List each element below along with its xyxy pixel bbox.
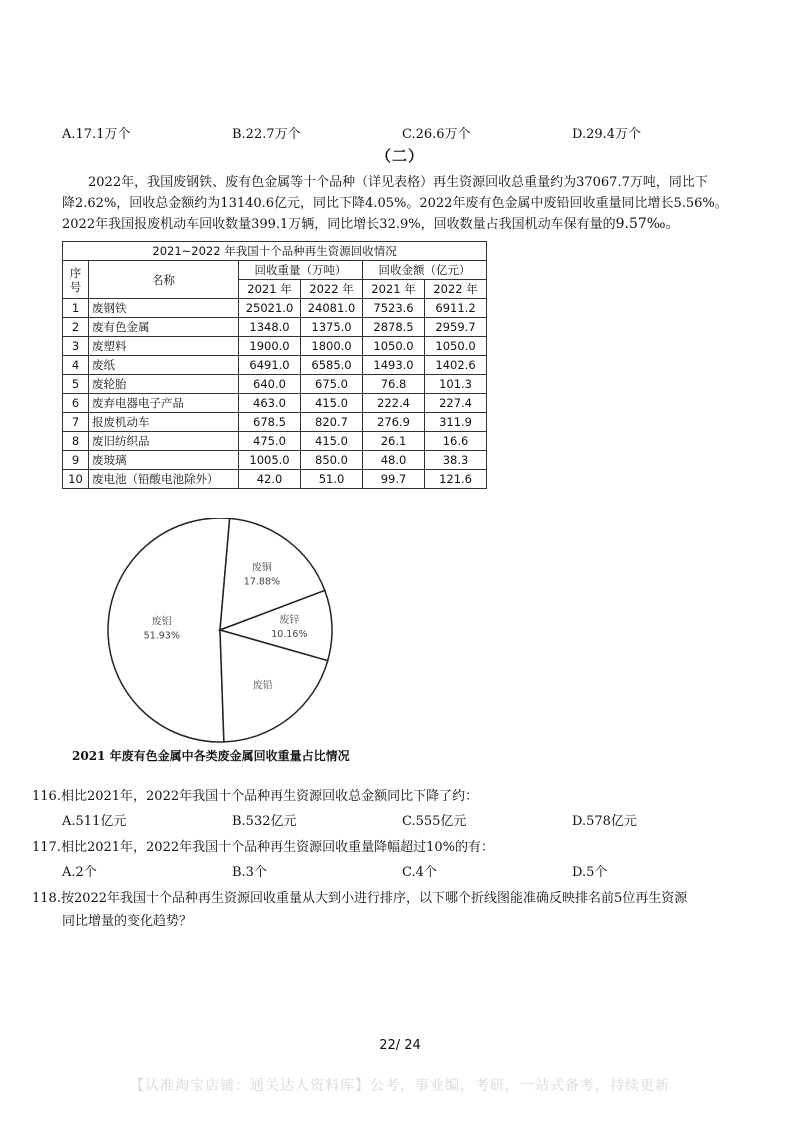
header-weight-2022: 2022 年 xyxy=(301,280,363,299)
table-row xyxy=(63,375,487,394)
row-weight-2022: 675.0 xyxy=(301,375,363,394)
option-a: A.17.1万个 xyxy=(62,127,131,142)
row-amount-2022: 121.6 xyxy=(425,470,487,489)
header-amount-2021: 2021 年 xyxy=(363,280,425,299)
row-weight-2021: 1348.0 xyxy=(239,318,301,337)
pie-chart xyxy=(100,518,340,758)
q116-option-b: B.532亿元 xyxy=(232,814,297,829)
row-weight-2022: 1800.0 xyxy=(301,337,363,356)
row-name: 废旧纺织品 xyxy=(89,432,239,451)
pie-chart-svg xyxy=(100,518,340,758)
table-row xyxy=(63,299,487,318)
row-name: 废玻璃 xyxy=(89,451,239,470)
paragraph-line-3-text: 2022年我国报废机动车回收数量399.1万辆，同比增长32.9%，回收数量占我国机动车保有量的 xyxy=(62,217,616,232)
row-name: 废塑料 xyxy=(89,337,239,356)
row-weight-2022: 51.0 xyxy=(301,470,363,489)
paragraph-line-1: 2022年，我国废钢铁、废有色金属等十个品种（详见表格）再生资源回收总重量约为37067.7万吨，同比下 xyxy=(88,175,708,190)
row-index: 1 xyxy=(63,299,89,318)
row-amount-2022: 38.3 xyxy=(425,451,487,470)
row-amount-2022: 101.3 xyxy=(425,375,487,394)
pie-slice-value: 17.88% xyxy=(243,576,281,588)
row-index: 3 xyxy=(63,337,89,356)
table-row xyxy=(63,451,487,470)
row-index: 9 xyxy=(63,451,89,470)
row-index: 5 xyxy=(63,375,89,394)
row-name: 废弃电器电子产品 xyxy=(89,394,239,413)
question-117-text: 相比2021年，2022年我国十个品种再生资源回收重量降幅超过10%的有： xyxy=(60,840,495,855)
q117-option-c: C.4个 xyxy=(402,865,437,880)
row-index: 6 xyxy=(63,394,89,413)
row-index: 4 xyxy=(63,356,89,375)
row-index: 10 xyxy=(63,470,89,489)
row-weight-2021: 1005.0 xyxy=(239,451,301,470)
row-index: 8 xyxy=(63,432,89,451)
row-weight-2021: 42.0 xyxy=(239,470,301,489)
row-weight-2022: 415.0 xyxy=(301,432,363,451)
question-118-text: 按2022年我国十个品种再生资源回收重量从大到小进行排序，以下哪个折线图能准确反映排名前5位再生资源 xyxy=(60,891,688,906)
permil-value: 9.57‰。 xyxy=(615,216,680,232)
pie-slice-value: 10.16% xyxy=(271,629,308,641)
pie-slice-label: 废铜 xyxy=(251,562,272,574)
row-amount-2022: 2959.7 xyxy=(425,318,487,337)
table-row xyxy=(63,470,487,489)
row-weight-2021: 463.0 xyxy=(239,394,301,413)
q116-option-c: C.555亿元 xyxy=(402,814,467,829)
header-index: 序号 xyxy=(63,261,89,299)
option-c: C.26.6万个 xyxy=(402,127,471,142)
row-name: 废纸 xyxy=(89,356,239,375)
row-amount-2021: 276.9 xyxy=(363,413,425,432)
table-title: 2021~2022 年我国十个品种再生资源回收情况 xyxy=(63,242,487,261)
question-118 xyxy=(32,887,687,906)
header-amount-2022: 2022 年 xyxy=(425,280,487,299)
table-row xyxy=(63,413,487,432)
row-name: 废钢铁 xyxy=(89,299,239,318)
table-row xyxy=(63,318,487,337)
row-weight-2022: 850.0 xyxy=(301,451,363,470)
header-amount: 回收金额（亿元） xyxy=(363,261,487,280)
table-row xyxy=(63,356,487,375)
question-118-number: 118. xyxy=(32,891,61,906)
row-amount-2021: 26.1 xyxy=(363,432,425,451)
row-index: 7 xyxy=(63,413,89,432)
q117-option-d: D.5个 xyxy=(572,865,608,880)
table-row xyxy=(63,432,487,451)
header-name: 名称 xyxy=(89,261,239,299)
row-weight-2022: 1375.0 xyxy=(301,318,363,337)
q117-option-b: B.3个 xyxy=(232,865,267,880)
pie-caption: 2021 年废有色金属中各类废金属回收重量占比情况 xyxy=(72,749,350,763)
recycling-table xyxy=(62,241,487,489)
paragraph-line-3 xyxy=(62,214,752,235)
table-row xyxy=(63,337,487,356)
row-amount-2021: 7523.6 xyxy=(363,299,425,318)
row-amount-2022: 1402.6 xyxy=(425,356,487,375)
page-number: 22/ 24 xyxy=(379,1038,421,1053)
row-amount-2022: 227.4 xyxy=(425,394,487,413)
pie-slice-label: 废锌 xyxy=(279,615,300,627)
row-amount-2022: 311.9 xyxy=(425,413,487,432)
option-b: B.22.7万个 xyxy=(232,127,301,142)
header-weight-2021: 2021 年 xyxy=(239,280,301,299)
row-amount-2022: 1050.0 xyxy=(425,337,487,356)
row-index: 2 xyxy=(63,318,89,337)
q116-option-a: A.511亿元 xyxy=(62,814,127,829)
row-amount-2021: 48.0 xyxy=(363,451,425,470)
question-116 xyxy=(32,785,478,804)
table-row xyxy=(63,394,487,413)
row-name: 废轮胎 xyxy=(89,375,239,394)
row-amount-2022: 6911.2 xyxy=(425,299,487,318)
row-amount-2021: 222.4 xyxy=(363,394,425,413)
question-117 xyxy=(32,836,494,855)
row-name: 报废机动车 xyxy=(89,413,239,432)
row-amount-2021: 1050.0 xyxy=(363,337,425,356)
row-weight-2022: 24081.0 xyxy=(301,299,363,318)
row-weight-2021: 678.5 xyxy=(239,413,301,432)
row-weight-2021: 1900.0 xyxy=(239,337,301,356)
question-116-number: 116. xyxy=(32,789,61,804)
paragraph-line-2: 降2.62%，回收总金额约为13140.6亿元，同比下降4.05%。2022年废有色金属中废铅回收重量同比增长5.56%。 xyxy=(62,196,728,211)
header-weight: 回收重量（万吨） xyxy=(239,261,363,280)
row-name: 废有色金属 xyxy=(89,318,239,337)
row-weight-2021: 640.0 xyxy=(239,375,301,394)
row-amount-2022: 16.6 xyxy=(425,432,487,451)
row-amount-2021: 2878.5 xyxy=(363,318,425,337)
row-weight-2021: 25021.0 xyxy=(239,299,301,318)
footer-watermark: 【认准淘宝店铺：通关达人资料库】公考，事业编，考研，一站式备考，持续更新 xyxy=(130,1078,670,1094)
row-name: 废电池（铅酸电池除外） xyxy=(89,470,239,489)
q117-option-a: A.2个 xyxy=(62,865,97,880)
table-body xyxy=(63,299,487,489)
row-weight-2022: 820.7 xyxy=(301,413,363,432)
row-amount-2021: 1493.0 xyxy=(363,356,425,375)
row-weight-2021: 6491.0 xyxy=(239,356,301,375)
pie-slice-label: 废铅 xyxy=(252,680,273,692)
row-amount-2021: 99.7 xyxy=(363,470,425,489)
row-weight-2021: 475.0 xyxy=(239,432,301,451)
pie-slice-value: 51.93% xyxy=(143,630,180,642)
question-116-text: 相比2021年，2022年我国十个品种再生资源回收总金额同比下降了约： xyxy=(60,789,479,804)
section-title: （二） xyxy=(375,147,424,165)
row-weight-2022: 6585.0 xyxy=(301,356,363,375)
row-weight-2022: 415.0 xyxy=(301,394,363,413)
pie-slice-label: 废铝 xyxy=(151,616,172,628)
question-117-number: 117. xyxy=(32,840,61,855)
material-paragraph xyxy=(62,172,752,235)
question-118-line-2: 同比增量的变化趋势？ xyxy=(62,914,193,929)
q116-option-d: D.578亿元 xyxy=(572,814,637,829)
row-amount-2021: 76.8 xyxy=(363,375,425,394)
option-d: D.29.4万个 xyxy=(572,127,642,142)
